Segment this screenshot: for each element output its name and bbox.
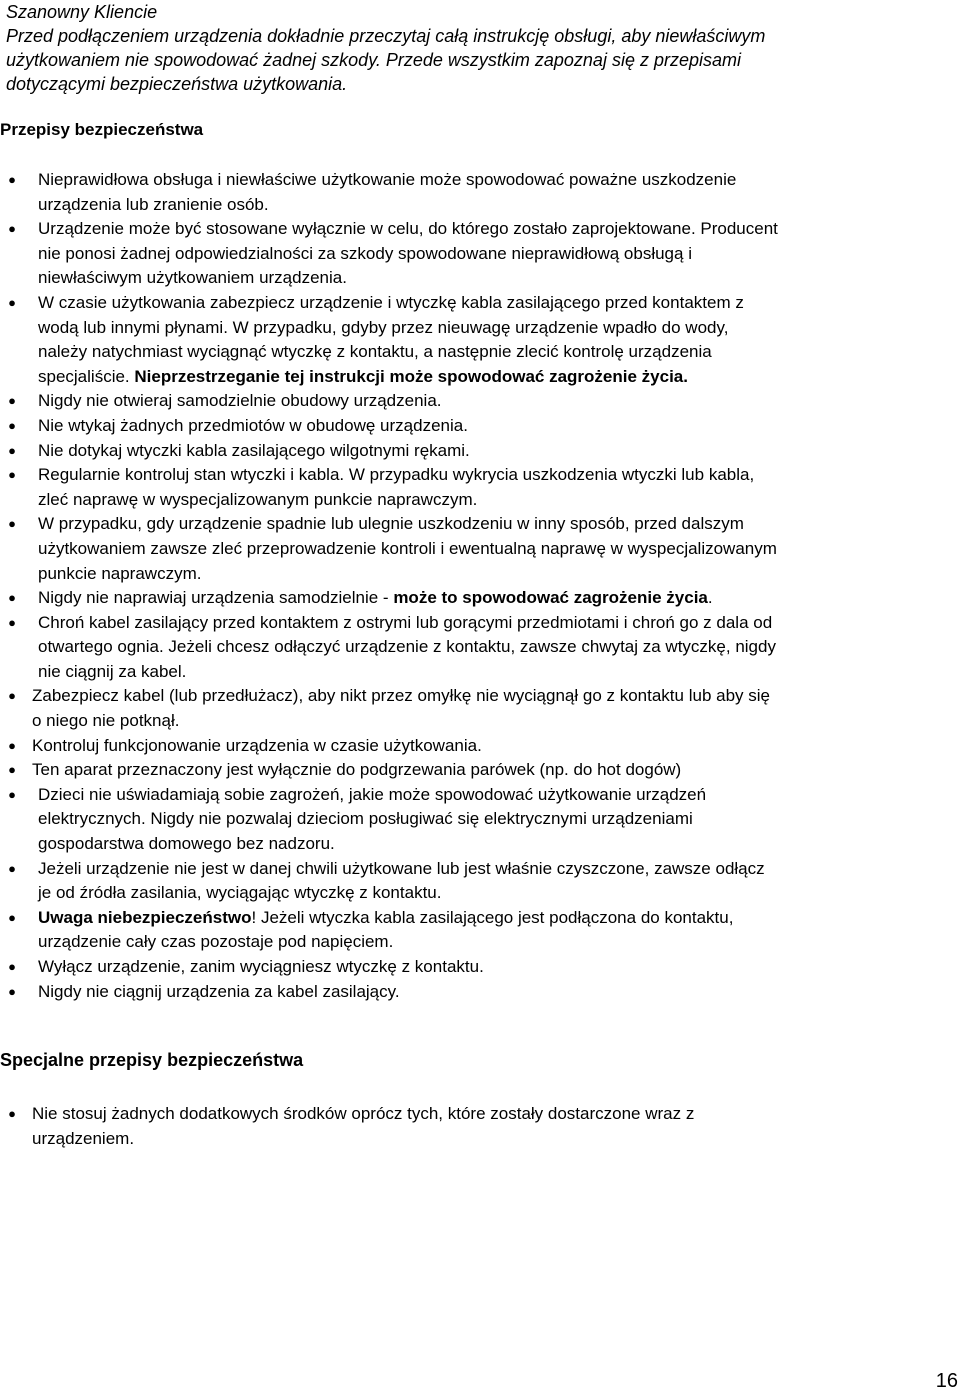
list-item-line: W przypadku, gdy urządzenie spadnie lub ulegnie uszkodzeniu w inny sposób, przed dalszym xyxy=(38,514,744,534)
list-item-line: wodą lub innymi płynami. W przypadku, gdyby przez nieuwagę urządzenie wpadło do wody, xyxy=(38,317,729,337)
list-item-line: Nieprawidłowa obsługa i niewłaściwe użytkowanie może spowodować poważne uszkodzenie xyxy=(38,170,737,189)
list-item-line: Nie wtykaj żadnych przedmiotów w obudowę urządzenia. xyxy=(38,415,468,435)
bullet-icon: ● xyxy=(8,467,16,483)
bullet-icon: ● xyxy=(8,393,16,409)
intro-line: Przed podłączeniem urządzenia dokładnie przeczytaj całą instrukcję obsługi, aby niewłaściwym xyxy=(6,26,766,46)
list-item-line xyxy=(38,906,940,931)
list-item-text: Nigdy nie naprawiaj urządzenia samodzielnie - xyxy=(38,588,394,608)
bullet-icon: ● xyxy=(8,516,16,532)
bullet-icon: ● xyxy=(8,983,16,999)
bullet-icon: ● xyxy=(8,860,16,876)
list-item-line: zleć naprawę w wyspecjalizowanym punkcie naprawczym. xyxy=(38,489,478,509)
bullet-icon: ● xyxy=(8,614,16,630)
list-item-line: punkcie naprawczym. xyxy=(38,563,202,583)
intro-line: użytkowaniem nie spowodować żadnej szkody. Przede wszystkim zapoznaj się z przepisami xyxy=(6,50,741,70)
list-item-line: Dzieci nie uświadamiają sobie zagrożeń, jakie może spowodować użytkowanie urządzeń xyxy=(38,784,707,804)
list-item-line: gospodarstwa domowego bez nadzoru. xyxy=(38,834,335,854)
list-item xyxy=(0,217,940,291)
intro-line: dotyczącymi bezpieczeństwa użytkowania. xyxy=(6,74,348,94)
list-item-line: Chroń kabel zasilający przed kontaktem z ostrymi lub gorącymi przedmiotami i chroń go z dala od xyxy=(38,612,773,632)
list-item xyxy=(0,783,940,857)
list-item-line: Nie stosuj żadnych dodatkowych środków oprócz tych, które zostały dostarczone wraz z xyxy=(32,1104,695,1123)
list-item-line: Ten aparat przeznaczony jest wyłącznie do podgrzewania parówek (np. do hot dogów) xyxy=(32,760,682,780)
list-item-line: nie ciągnij za kabel. xyxy=(38,661,187,681)
bullet-icon: ● xyxy=(8,909,16,925)
list-item xyxy=(0,611,940,685)
list-item xyxy=(0,906,940,955)
list-item xyxy=(0,168,940,217)
list-item-line: Nigdy nie otwieraj samodzielnie obudowy urządzenia. xyxy=(38,391,442,411)
warning-text: Nieprzestrzeganie tej instrukcji może spowodować zagrożenie życia. xyxy=(134,366,688,386)
page-number: 16 xyxy=(935,1370,958,1392)
intro-paragraph xyxy=(6,0,946,96)
list-item-line: o niego nie potknął. xyxy=(32,711,180,731)
bullet-icon: ● xyxy=(8,1106,16,1121)
bullet-icon: ● xyxy=(8,294,16,310)
list-item xyxy=(0,291,940,389)
list-item-line: niewłaściwym użytkowaniem urządzenia. xyxy=(38,268,347,288)
list-item xyxy=(0,758,940,783)
warning-text: Uwaga niebezpieczeństwo xyxy=(38,907,252,927)
list-item-line: otwartego ognia. Jeżeli chcesz odłączyć urządzenie z kontaktu, zawsze chwytaj za wtyczkę, nigdy xyxy=(38,637,776,657)
list-item-line: Zabezpiecz kabel (lub przedłużacz), aby nikt przez omyłkę nie wyciągnął go z kontaktu lub aby się xyxy=(32,686,770,706)
list-item-line: Urządzenie może być stosowane wyłącznie w celu, do którego zostało zaprojektowane. Producent xyxy=(38,219,778,239)
list-item xyxy=(0,734,940,759)
list-item-line: nie ponosi żadnej odpowiedzialności za szkody spowodowane nieprawidłową obsługą i xyxy=(38,243,692,263)
section-heading-safety: Przepisy bezpieczeństwa xyxy=(0,120,204,139)
list-item-line: urządzenia lub zranienie osób. xyxy=(38,194,269,214)
list-item-line: należy natychmiast wyciągnąć wtyczkę z kontaktu, a następnie zlecić kontrolę urządzenia xyxy=(38,342,712,362)
bullet-icon: ● xyxy=(8,221,16,237)
bullet-icon: ● xyxy=(8,737,16,753)
list-item xyxy=(0,1102,940,1151)
safety-rules-list xyxy=(0,168,940,1004)
list-item-line: Wyłącz urządzenie, zanim wyciągniesz wtyczkę z kontaktu. xyxy=(38,957,484,976)
bullet-icon: ● xyxy=(8,762,16,778)
bullet-icon: ● xyxy=(8,959,16,974)
list-item-text: specjaliście. xyxy=(38,366,135,386)
list-item xyxy=(0,414,940,439)
list-item-line: Regularnie kontroluj stan wtyczki i kabla. W przypadku wykrycia uszkodzenia wtyczki lub kabla, xyxy=(38,465,755,485)
bullet-icon: ● xyxy=(8,442,16,458)
list-item-line: W czasie użytkowania zabezpiecz urządzenie i wtyczkę kabla zasilającego przed kontaktem z xyxy=(38,292,744,312)
list-item xyxy=(0,684,940,733)
bullet-icon: ● xyxy=(8,688,16,704)
list-item-line: Nie dotykaj wtyczki kabla zasilającego wilgotnymi rękami. xyxy=(38,440,470,460)
section-heading-special-safety: Specjalne przepisy bezpieczeństwa xyxy=(0,1050,304,1070)
special-rules-list xyxy=(0,1102,940,1151)
list-item-line: urządzeniem. xyxy=(32,1128,135,1148)
list-item xyxy=(0,857,940,906)
list-item xyxy=(0,586,940,611)
list-item xyxy=(0,439,940,464)
list-item xyxy=(0,463,940,512)
list-item-line: Nigdy nie ciągnij urządzenia za kabel zasilający. xyxy=(38,981,400,1001)
list-item-line: je od źródła zasilania, wyciągając wtyczkę z kontaktu. xyxy=(38,883,442,903)
list-item-line: Jeżeli urządzenie nie jest w danej chwili użytkowane lub jest właśnie czyszczone, zawsze odłącz xyxy=(38,858,765,878)
list-item xyxy=(0,955,940,980)
list-item-line: elektrycznych. Nigdy nie pozwalaj dzieciom posługiwać się elektrycznymi urządzeniami xyxy=(38,809,693,829)
list-item-line xyxy=(38,365,940,390)
list-item-line: Kontroluj funkcjonowanie urządzenia w czasie użytkowania. xyxy=(32,735,482,755)
bullet-icon: ● xyxy=(8,172,16,187)
list-item-text: . xyxy=(707,588,713,608)
bullet-icon: ● xyxy=(8,417,16,433)
greeting-line: Szanowny Kliencie xyxy=(6,2,158,22)
list-item xyxy=(0,389,940,414)
list-item xyxy=(0,512,940,586)
list-item-line: użytkowaniem zawsze zleć przeprowadzenie kontroli i ewentualną naprawę w wyspecjalizowanym xyxy=(38,538,777,558)
list-item-line: urządzenie cały czas pozostaje pod napięciem. xyxy=(38,932,394,952)
list-item-line xyxy=(38,586,940,611)
list-item xyxy=(0,980,940,1005)
warning-text: może to spowodować zagrożenie życia xyxy=(393,588,708,608)
list-item-text: ! Jeżeli wtyczka kabla zasilającego jest podłączona do kontaktu, xyxy=(251,907,734,927)
bullet-icon: ● xyxy=(8,590,16,606)
bullet-icon: ● xyxy=(8,786,16,802)
